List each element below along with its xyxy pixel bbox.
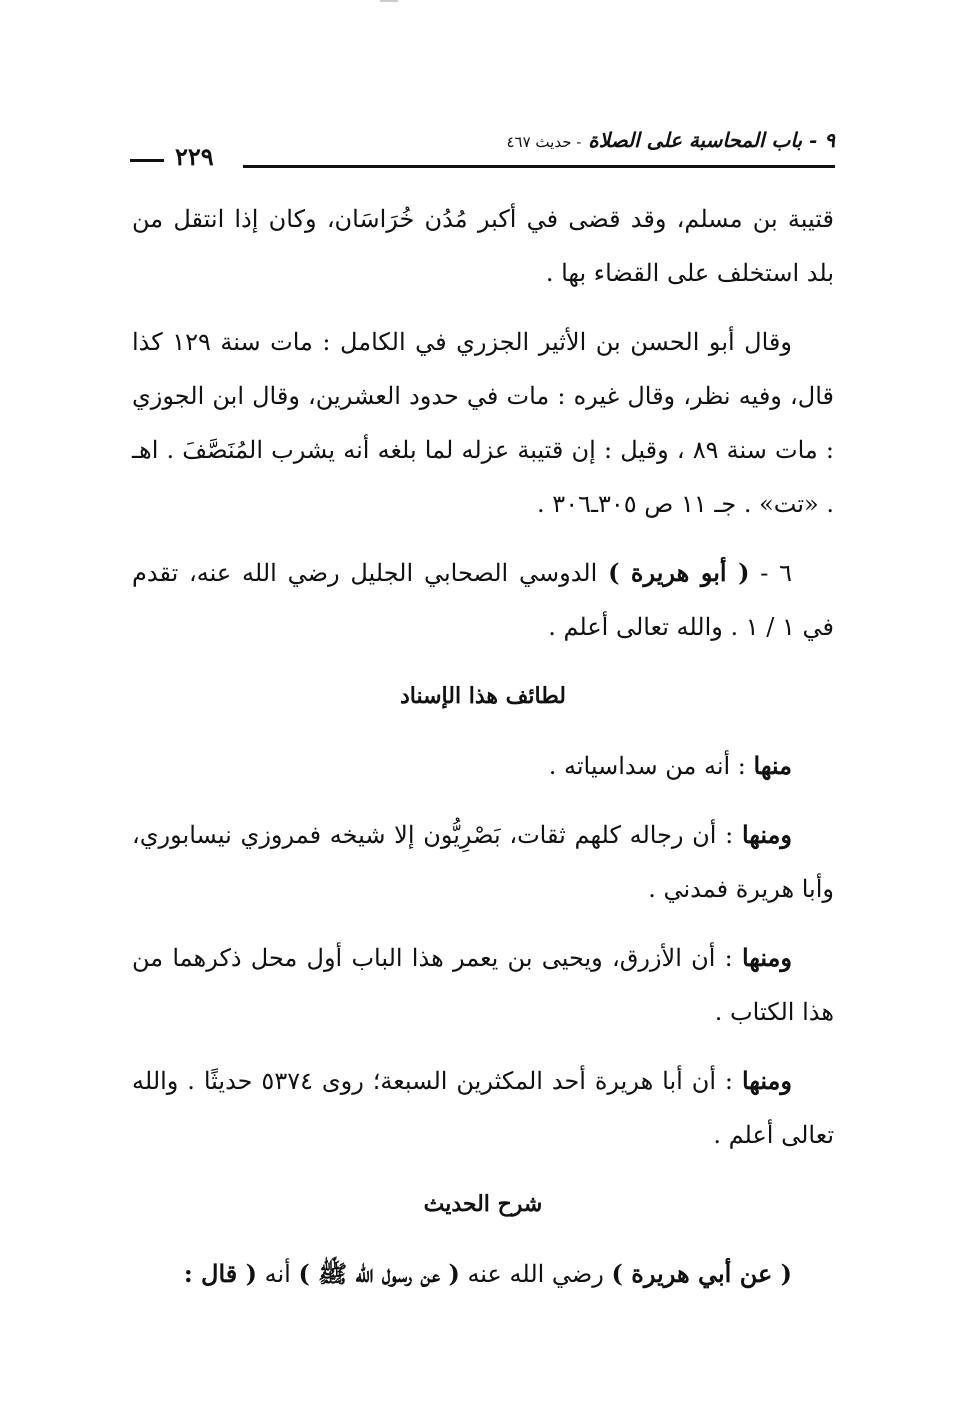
paragraph-text: : أن أبا هريرة أحد المكثرين السبعة؛ روى ٥٣٧٤ حديثًا . والله تعالى أعلم . [132,1067,834,1149]
scan-mark [380,0,398,2]
paragraph-text: رضي الله عنه [459,1260,612,1288]
paragraph-text: الدوسي الصحابي الجليل رضي الله عنه، تقدم في ١ / ١ . والله تعالى أعلم . [132,559,834,641]
paragraph-narrator-6 [132,546,834,654]
quoted-phrase: ( عن رسول الله ﷺ ) [298,1259,460,1288]
hadith-reference: - حديث ٤٦٧ [506,133,582,151]
paragraph-text: أنه [256,1260,299,1288]
paragraph-text: : أنه من سداسياته . [548,752,754,780]
page-number: ٢٢٩ [175,142,214,171]
paragraph-point-3 [132,931,834,1039]
point-label: منها [753,751,792,780]
paragraph-text: : أن رجاله كلهم ثقات، بَصْرِيُّون إلا شيخه فمروزي نيسابوري، وأبا هريرة فمدني . [132,821,834,903]
quoted-phrase: ( قال : [183,1259,257,1288]
page-number-dash [130,159,164,162]
section-heading-isnad: لطائف هذا الإسناد [399,683,567,709]
paragraph-continuation [132,192,834,300]
section-heading-sharh: شرح الحديث [423,1191,543,1217]
body-text [132,192,834,1316]
running-header [130,124,835,171]
point-label: ومنها [741,1066,792,1095]
list-number: ٦ - [749,559,792,587]
narrator-name: ( أبو هريرة ) [608,558,750,587]
paragraph-text: قتيبة بن مسلم، وقد قضى في أكبر مُدُن خُرَاسَان، وكان إذا انتقل من بلد استخلف على القضاء بها . [132,205,834,287]
paragraph-point-2 [132,808,834,916]
paragraph-death-date [132,315,834,531]
paragraph-point-1 [132,739,834,793]
paragraph-text: : أن الأزرق، ويحيى بن يعمر هذا الباب أول محل ذكرهما من هذا الكتاب . [132,944,834,1026]
quoted-phrase: ( عن أبي هريرة ) [611,1259,792,1288]
chapter-title [506,128,835,152]
paragraph-text: وقال أبو الحسن بن الأثير الجزري في الكامل : مات سنة ١٢٩ كذا قال، وفيه نظر، وقال غيره : مات في حدود العشرين، وقال ابن الجوزي : مات سنة ٨٩ ، وقيل : إن قتيبة عزله لما بلغه أنه يشرب المُنَصَّفَ . اهـ . «تت» . جـ ١١ ص ٣٠٥ـ٣٠٦ . [132,328,834,518]
header-rule [243,165,835,168]
paragraph-commentary [132,1247,834,1301]
chapter-name: ٩ - باب المحاسبة على الصلاة [588,128,835,152]
paragraph-point-4 [132,1054,834,1162]
point-label: ومنها [741,820,792,849]
point-label: ومنها [741,943,792,972]
